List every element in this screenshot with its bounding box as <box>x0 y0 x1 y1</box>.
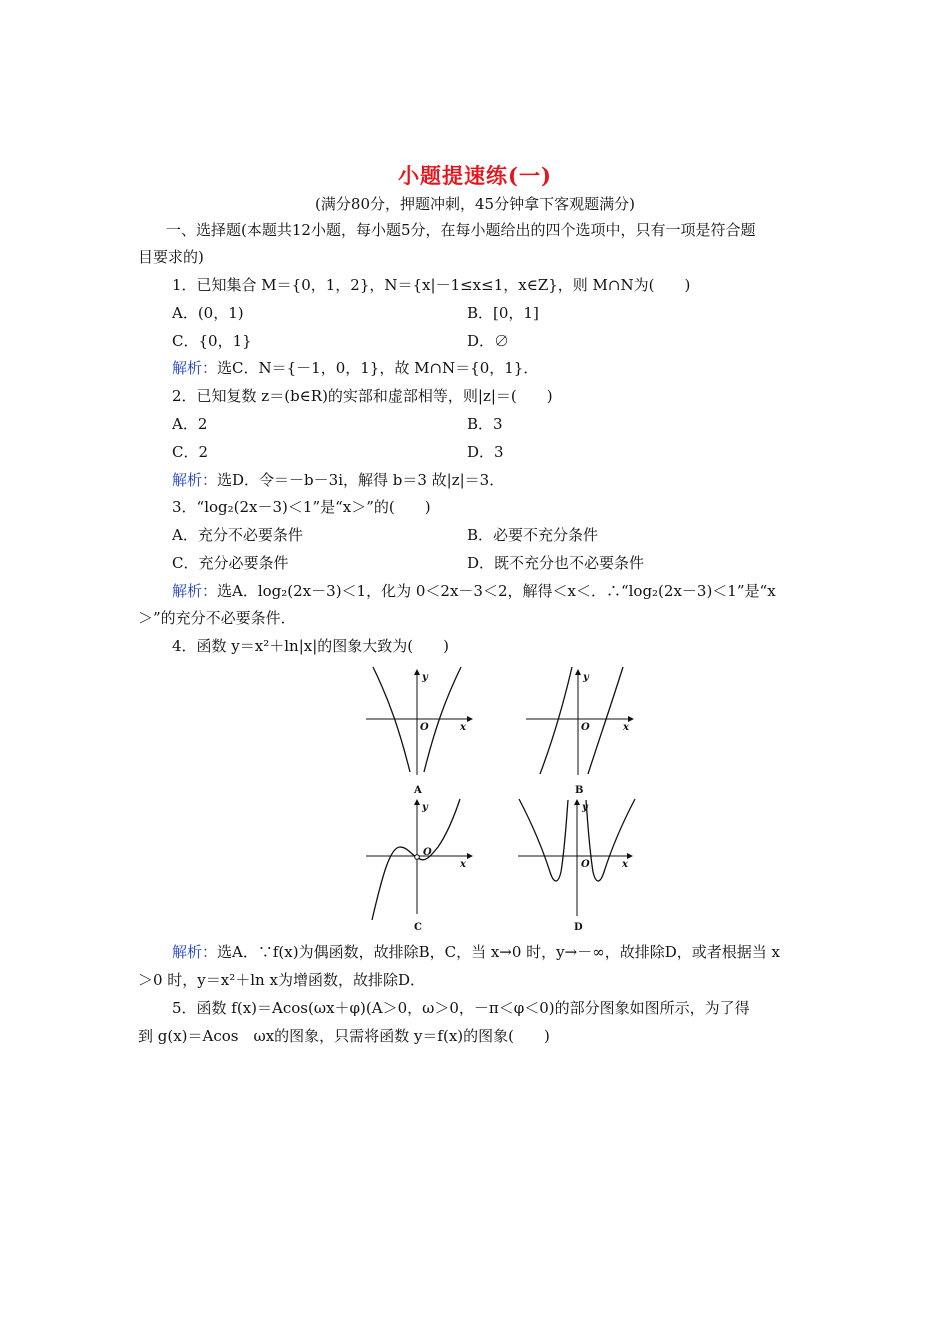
question-3-option-d: D．既不充分也不必要条件 <box>467 554 645 572</box>
question-5-stem: 5．函数 f(x)＝Acos(ωx＋φ)(A＞0，ω＞0，－π＜φ＜0)的部分图象如图所示，为了得 <box>172 999 750 1017</box>
graph-d-x-label: x <box>622 859 628 870</box>
solution-text: 选D．令＝－b－3i，解得 b＝3 故|z|＝3． <box>217 471 505 489</box>
question-2-option-b: B．3 <box>467 415 503 433</box>
graph-d-y-label: y <box>582 802 588 813</box>
solution-label: 解析： <box>172 359 218 377</box>
section-heading: 一、选择题(本题共12小题，每小题5分，在每小题给出的四个选项中，只有一项是符合题 <box>166 221 756 239</box>
question-5-stem-cont: 到 g(x)＝Acos ωx的图象，只需将函数 y＝f(x)的图象( ) <box>138 1027 550 1045</box>
question-1-stem: 1．已知集合 M＝{0，1，2}，N＝{x|－1≤x≤1，x∈Z}，则 M∩N为( ) <box>172 276 691 294</box>
graph-d <box>518 799 635 933</box>
graph-b-origin: O <box>581 722 590 733</box>
graph-d-origin: O <box>581 859 590 870</box>
graph-b-caption: B <box>575 785 584 796</box>
solution-label: 解析： <box>172 943 218 961</box>
question-2-solution <box>172 470 504 490</box>
question-3-solution <box>172 581 776 601</box>
question-1-solution <box>172 358 538 378</box>
question-1-option-a: A．(0，1) <box>172 304 244 322</box>
question-3-stem: 3．“log₂(2x－3)＜1”是“x＞”的( ) <box>172 498 431 516</box>
question-3-option-a: A．充分不必要条件 <box>172 526 303 544</box>
question-3-solution-cont: ＞”的充分不必要条件． <box>138 609 296 627</box>
solution-text: 选C．N＝{－1，0，1}，故 M∩N＝{0，1}． <box>217 359 539 377</box>
graphs-svg <box>360 662 650 937</box>
graph-a-y-label: y <box>422 672 428 683</box>
graph-c-x-label: x <box>460 859 466 870</box>
graph-a <box>366 667 472 796</box>
question-4-solution-cont: ＞0 时，y＝x²＋ln x为增函数，故排除D． <box>138 971 425 989</box>
question-3-option-c: C．充分必要条件 <box>172 554 289 572</box>
question-2-stem: 2．已知复数 z＝(b∈R)的实部和虚部相等，则|z|＝( ) <box>172 387 553 405</box>
section-heading-cont: 目要求的) <box>138 248 204 266</box>
graph-c-origin: O <box>423 847 432 858</box>
question-2-option-c: C．2 <box>172 443 209 461</box>
graph-c-y-label: y <box>422 802 428 813</box>
graph-c <box>366 799 472 933</box>
question-1-option-d: D．∅ <box>467 332 510 350</box>
graph-b-x-label: x <box>623 722 629 733</box>
graph-a-origin: O <box>420 722 429 733</box>
graph-b-y-label: y <box>583 672 589 683</box>
graph-b <box>526 667 633 796</box>
solution-label: 解析： <box>172 471 218 489</box>
page-title: 小题提速练(一) <box>398 163 552 188</box>
page-subtitle: (满分80分，押题冲刺，45分钟拿下客观题满分) <box>315 195 635 213</box>
graph-c-caption: C <box>414 922 422 933</box>
question-2-option-d: D．3 <box>467 443 504 461</box>
question-4-stem: 4．函数 y＝x²＋ln|x|的图象大致为( ) <box>172 637 449 655</box>
graph-a-x-label: x <box>460 722 466 733</box>
graph-d-caption: D <box>574 922 583 933</box>
question-2-option-a: A．2 <box>172 415 208 433</box>
question-4-figure <box>360 662 650 937</box>
graph-a-caption: A <box>414 785 422 796</box>
question-4-solution <box>172 942 780 962</box>
question-1-option-c: C．{0，1} <box>172 332 252 350</box>
solution-text: 选A．∵f(x)为偶函数，故排除B，C，当 x→0 时，y→－∞，故排除D，或者根据当 x <box>217 943 780 961</box>
solution-text: 选A．log₂(2x－3)＜1，化为 0＜2x－3＜2，解得＜x＜．∴“log₂(2x－3)＜1”是“x <box>217 582 776 600</box>
solution-label: 解析： <box>172 582 218 600</box>
question-1-option-b: B．[0，1] <box>467 304 539 322</box>
question-3-option-b: B．必要不充分条件 <box>467 526 599 544</box>
